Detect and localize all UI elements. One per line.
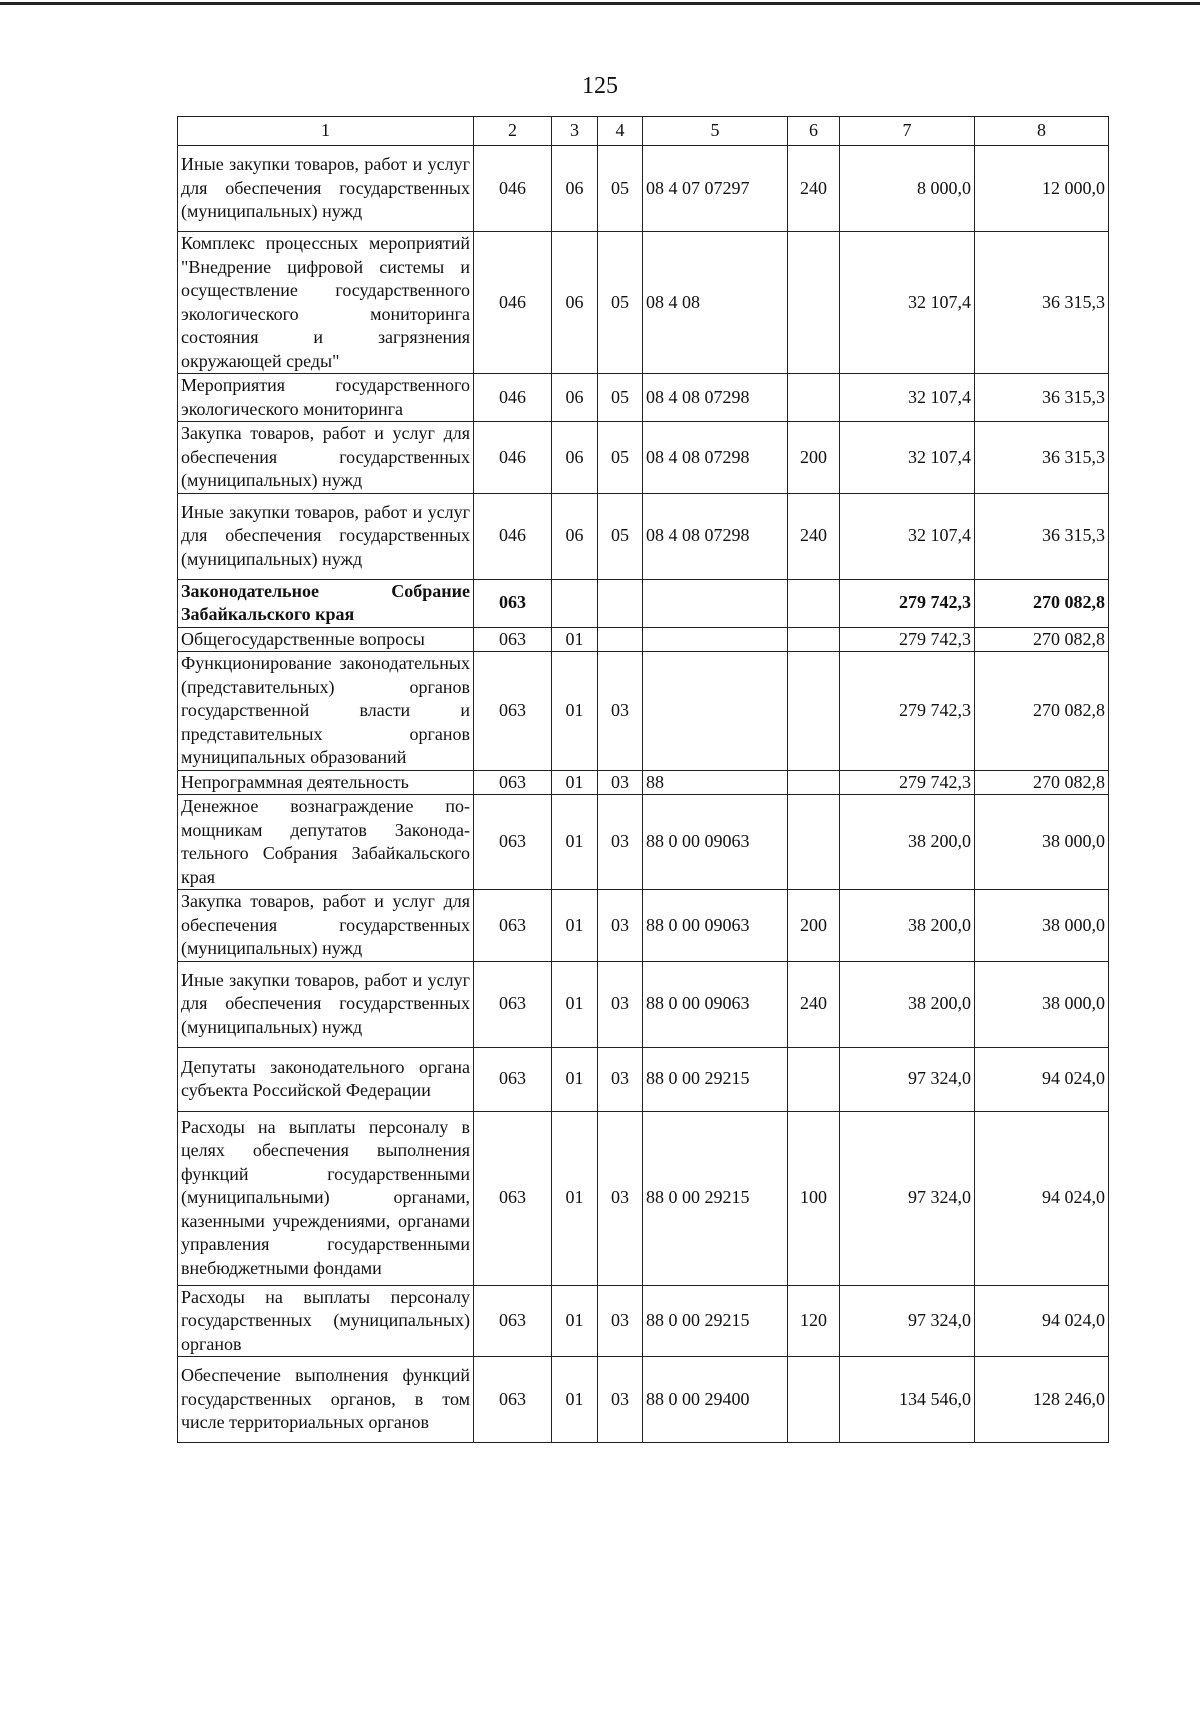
cell-target-article: [643, 627, 788, 652]
header-cell: 7: [840, 117, 975, 146]
row-name-cell: Иные закупки товаров, работ и услуг для обеспечения государственных (муниципальных) нужд: [178, 146, 474, 232]
row-name-cell: Мероприятия государственного экологического мониторинга: [178, 374, 474, 422]
cell-amount-year1: 279 742,3: [840, 652, 975, 771]
cell-target-article: 88 0 00 29400: [643, 1357, 788, 1443]
cell-code-admin: 063: [474, 770, 552, 795]
header-cell: 4: [598, 117, 643, 146]
cell-subsection: 05: [598, 232, 643, 374]
row-name-cell: Законодательное Собрание Забайкальского края: [178, 579, 474, 627]
cell-amount-year2: 94 024,0: [975, 1285, 1109, 1357]
cell-section: 06: [552, 232, 598, 374]
cell-subsection: 03: [598, 1047, 643, 1111]
cell-code-admin: 046: [474, 493, 552, 579]
cell-code-admin: 063: [474, 1357, 552, 1443]
row-name-cell: Расходы на выплаты персоналу в целях обеспечения выполнения функций государственными (муниципальными) органами, казенными учреждениями, органами управления государственными внебюджетными фондами: [178, 1111, 474, 1285]
cell-target-article: 88 0 00 09063: [643, 890, 788, 962]
table-row: [178, 374, 1109, 422]
cell-code-admin: 063: [474, 652, 552, 771]
budget-table: [177, 116, 1109, 1443]
row-name-cell: Денежное вознаграждение помощникам депутатов Законодательного Собрания Забайкальского края: [178, 795, 474, 890]
cell-expense-type: 240: [788, 961, 840, 1047]
table-row: [178, 493, 1109, 579]
cell-expense-type: 100: [788, 1111, 840, 1285]
table-row: [178, 961, 1109, 1047]
cell-amount-year2: 270 082,8: [975, 652, 1109, 771]
header-cell: 2: [474, 117, 552, 146]
cell-expense-type: [788, 579, 840, 627]
header-cell: 3: [552, 117, 598, 146]
row-name-cell: Расходы на выплаты персоналу государственных (муниципальных) органов: [178, 1285, 474, 1357]
table-body: [178, 117, 1109, 1443]
cell-amount-year2: 36 315,3: [975, 493, 1109, 579]
cell-target-article: 08 4 08 07298: [643, 493, 788, 579]
page-number: 125: [582, 73, 618, 99]
cell-code-admin: 046: [474, 232, 552, 374]
cell-section: 01: [552, 652, 598, 771]
cell-section: [552, 579, 598, 627]
cell-amount-year1: 97 324,0: [840, 1285, 975, 1357]
table-row: [178, 890, 1109, 962]
table-row: [178, 795, 1109, 890]
cell-amount-year2: 36 315,3: [975, 374, 1109, 422]
cell-amount-year2: 270 082,8: [975, 579, 1109, 627]
row-name-cell: Закупка товаров, работ и услуг для обеспечения государственных (муниципальных) нужд: [178, 890, 474, 962]
cell-section: 01: [552, 627, 598, 652]
cell-section: 01: [552, 1285, 598, 1357]
row-name-cell: Обеспечение выполнения функций государственных органов, в том числе территориальных органов: [178, 1357, 474, 1443]
cell-section: 01: [552, 890, 598, 962]
cell-amount-year1: 38 200,0: [840, 961, 975, 1047]
cell-amount-year1: 279 742,3: [840, 770, 975, 795]
cell-expense-type: [788, 374, 840, 422]
cell-target-article: 08 4 08 07298: [643, 422, 788, 494]
cell-amount-year1: 279 742,3: [840, 579, 975, 627]
row-name-cell: Иные закупки товаров, работ и услуг для обеспечения государственных (муниципальных) нужд: [178, 493, 474, 579]
table-row: [178, 146, 1109, 232]
cell-subsection: 03: [598, 652, 643, 771]
cell-subsection: 03: [598, 961, 643, 1047]
cell-expense-type: 240: [788, 493, 840, 579]
header-cell: 1: [178, 117, 474, 146]
cell-subsection: [598, 627, 643, 652]
table-row: [178, 232, 1109, 374]
cell-expense-type: [788, 795, 840, 890]
cell-target-article: 88: [643, 770, 788, 795]
cell-amount-year1: 97 324,0: [840, 1047, 975, 1111]
cell-subsection: 05: [598, 146, 643, 232]
cell-code-admin: 046: [474, 422, 552, 494]
row-name-cell: Функционирование законодательных (представительных) органов государственной власти и представительных органов муниципальных образований: [178, 652, 474, 771]
row-name-cell: Иные закупки товаров, работ и услуг для обеспечения государственных (муниципальных) нужд: [178, 961, 474, 1047]
cell-amount-year1: 38 200,0: [840, 795, 975, 890]
row-name-cell: Депутаты законодательного органа субъекта Российской Федерации: [178, 1047, 474, 1111]
cell-subsection: 03: [598, 1357, 643, 1443]
cell-expense-type: [788, 232, 840, 374]
cell-target-article: 88 0 00 29215: [643, 1047, 788, 1111]
cell-amount-year2: 12 000,0: [975, 146, 1109, 232]
cell-expense-type: 200: [788, 422, 840, 494]
cell-section: 01: [552, 1047, 598, 1111]
cell-amount-year1: 8 000,0: [840, 146, 975, 232]
cell-expense-type: [788, 1047, 840, 1111]
cell-expense-type: [788, 770, 840, 795]
row-name-cell: Закупка товаров, работ и услуг для обеспечения государственных (муниципальных) нужд: [178, 422, 474, 494]
table-row: [178, 1047, 1109, 1111]
cell-target-article: 88 0 00 29215: [643, 1111, 788, 1285]
cell-expense-type: 240: [788, 146, 840, 232]
cell-subsection: 03: [598, 770, 643, 795]
row-name-cell: Комплекс процессных мероприятий "Внедрение цифровой системы и осуществление государственного экологического мониторинга состояния и загрязнения окружающей среды": [178, 232, 474, 374]
table-row: [178, 1357, 1109, 1443]
cell-code-admin: 063: [474, 1111, 552, 1285]
cell-expense-type: 200: [788, 890, 840, 962]
table-row: [178, 627, 1109, 652]
cell-code-admin: 046: [474, 146, 552, 232]
cell-amount-year2: 38 000,0: [975, 961, 1109, 1047]
cell-target-article: 08 4 08 07298: [643, 374, 788, 422]
header-cell: 5: [643, 117, 788, 146]
cell-code-admin: 063: [474, 1047, 552, 1111]
table-row: [178, 770, 1109, 795]
cell-code-admin: 063: [474, 579, 552, 627]
cell-expense-type: [788, 652, 840, 771]
cell-amount-year2: 94 024,0: [975, 1047, 1109, 1111]
cell-section: 06: [552, 493, 598, 579]
cell-subsection: 03: [598, 1285, 643, 1357]
cell-section: 06: [552, 374, 598, 422]
cell-section: 01: [552, 770, 598, 795]
cell-target-article: 08 4 07 07297: [643, 146, 788, 232]
top-rule: [0, 2, 1200, 5]
table-row: [178, 1285, 1109, 1357]
cell-amount-year2: 270 082,8: [975, 627, 1109, 652]
cell-target-article: 88 0 00 09063: [643, 795, 788, 890]
header-cell: 8: [975, 117, 1109, 146]
cell-section: 06: [552, 146, 598, 232]
cell-code-admin: 063: [474, 1285, 552, 1357]
cell-amount-year1: 279 742,3: [840, 627, 975, 652]
cell-expense-type: 120: [788, 1285, 840, 1357]
cell-section: 01: [552, 1111, 598, 1285]
cell-amount-year2: 38 000,0: [975, 890, 1109, 962]
cell-subsection: 03: [598, 890, 643, 962]
cell-section: 01: [552, 1357, 598, 1443]
cell-expense-type: [788, 1357, 840, 1443]
cell-amount-year1: 32 107,4: [840, 232, 975, 374]
cell-subsection: 05: [598, 422, 643, 494]
cell-amount-year1: 134 546,0: [840, 1357, 975, 1443]
table-row: [178, 579, 1109, 627]
cell-amount-year2: 38 000,0: [975, 795, 1109, 890]
cell-target-article: [643, 652, 788, 771]
cell-section: 01: [552, 795, 598, 890]
cell-subsection: [598, 579, 643, 627]
cell-code-admin: 046: [474, 374, 552, 422]
cell-amount-year2: 128 246,0: [975, 1357, 1109, 1443]
cell-target-article: [643, 579, 788, 627]
cell-target-article: 88 0 00 09063: [643, 961, 788, 1047]
cell-code-admin: 063: [474, 890, 552, 962]
cell-subsection: 05: [598, 374, 643, 422]
cell-amount-year1: 38 200,0: [840, 890, 975, 962]
table-row: [178, 652, 1109, 771]
cell-target-article: 88 0 00 29215: [643, 1285, 788, 1357]
cell-amount-year2: 94 024,0: [975, 1111, 1109, 1285]
cell-section: 06: [552, 422, 598, 494]
row-name-cell: Непрограммная деятельность: [178, 770, 474, 795]
cell-code-admin: 063: [474, 961, 552, 1047]
table-row: [178, 1111, 1109, 1285]
cell-amount-year2: 270 082,8: [975, 770, 1109, 795]
cell-amount-year2: 36 315,3: [975, 422, 1109, 494]
cell-amount-year2: 36 315,3: [975, 232, 1109, 374]
cell-amount-year1: 32 107,4: [840, 422, 975, 494]
cell-subsection: 05: [598, 493, 643, 579]
cell-subsection: 03: [598, 795, 643, 890]
cell-amount-year1: 32 107,4: [840, 374, 975, 422]
cell-expense-type: [788, 627, 840, 652]
cell-subsection: 03: [598, 1111, 643, 1285]
table-row: [178, 422, 1109, 494]
cell-amount-year1: 97 324,0: [840, 1111, 975, 1285]
header-cell: 6: [788, 117, 840, 146]
cell-section: 01: [552, 961, 598, 1047]
cell-amount-year1: 32 107,4: [840, 493, 975, 579]
cell-target-article: 08 4 08: [643, 232, 788, 374]
cell-code-admin: 063: [474, 795, 552, 890]
cell-code-admin: 063: [474, 627, 552, 652]
table-header-row: [178, 117, 1109, 146]
row-name-cell: Общегосударственные вопросы: [178, 627, 474, 652]
